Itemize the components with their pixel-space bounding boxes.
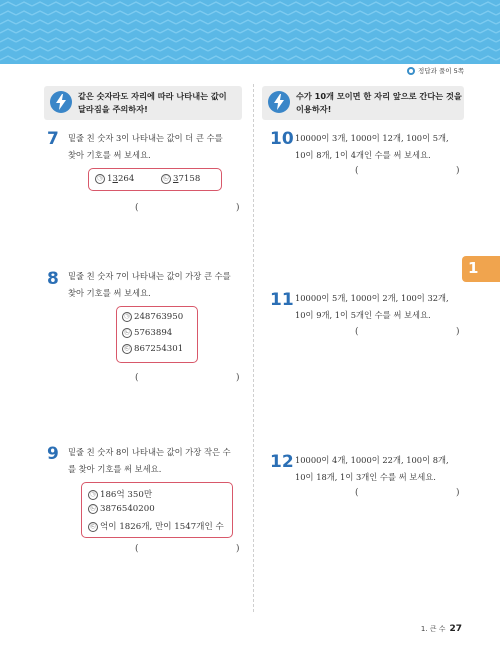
choice-8-c[interactable]: ㉢ 867254301: [122, 344, 183, 354]
page-number: 27: [449, 624, 462, 634]
wave-pattern: [0, 0, 500, 64]
lightning-icon: [268, 91, 290, 113]
question-number-12: 12: [270, 452, 294, 472]
tip-box-right: [262, 86, 464, 120]
choice-9-a[interactable]: ㉠ 186억 350만: [88, 488, 152, 500]
choice-9-b[interactable]: ㉡ 3876540200: [88, 504, 155, 514]
choices-box-8: [116, 306, 198, 363]
question-text-9: 밑줄 친 숫자 8이 나타내는 값이 가장 작은 수 를 찾아 기호를 써 보세요.: [68, 447, 231, 474]
choice-7-b[interactable]: ㉡ 37158: [161, 174, 200, 184]
question-number-10: 10: [270, 129, 294, 149]
column-divider: [253, 84, 254, 612]
top-banner: [0, 0, 500, 64]
answer-reference: 정답과 풀이 5쪽: [407, 66, 464, 75]
question-text-11: 10000이 5개, 1000이 2개, 100이 32개, 10이 9개, 1이 5개인 수를 써 보세요.: [295, 293, 449, 320]
question-number-11: 11: [270, 290, 294, 310]
question-number-9: 9: [47, 444, 59, 464]
page-footer: [421, 624, 462, 634]
choices-box-9: [81, 482, 233, 538]
question-number-7: 7: [47, 129, 59, 149]
choices-box-7: [88, 168, 222, 191]
choice-8-b[interactable]: ㉡ 5763894: [122, 328, 172, 338]
choice-7-a[interactable]: ㉠ 13264: [95, 174, 134, 184]
question-text-8: 밑줄 친 숫자 7이 나타내는 값이 가장 큰 수를 찾아 기호를 써 보세요.: [68, 271, 231, 298]
question-number-8: 8: [47, 269, 59, 289]
question-text-7: 밑줄 친 숫자 3이 나타내는 값이 더 큰 수를 찾아 기호를 써 보세요.: [68, 133, 223, 160]
answer-dot-icon: [407, 67, 415, 75]
choice-9-c[interactable]: ㉢ 억이 1826개, 만이 1547개인 수: [88, 520, 224, 532]
tip-box-left: [44, 86, 242, 120]
lightning-icon: [50, 91, 72, 113]
choice-8-a[interactable]: ㉠ 248763950: [122, 312, 183, 322]
tip-text-right: 수가 10개 모이면 한 자리 앞으로 간다는 것을 이용하자!: [296, 91, 462, 114]
tip-text-left: 같은 숫자라도 자리에 따라 나타내는 값이 달라짐을 주의하자!: [78, 91, 227, 114]
question-text-12: 10000이 4개, 1000이 22개, 100이 8개, 10이 18개, 1이 3개인 수를 써 보세요.: [295, 455, 449, 482]
question-text-10: 10000이 3개, 1000이 12개, 100이 5개, 10이 8개, 1이 4개인 수를 써 보세요.: [295, 133, 449, 160]
chapter-label: 1. 큰 수: [420, 625, 446, 633]
chapter-side-tab: 1: [462, 256, 500, 282]
